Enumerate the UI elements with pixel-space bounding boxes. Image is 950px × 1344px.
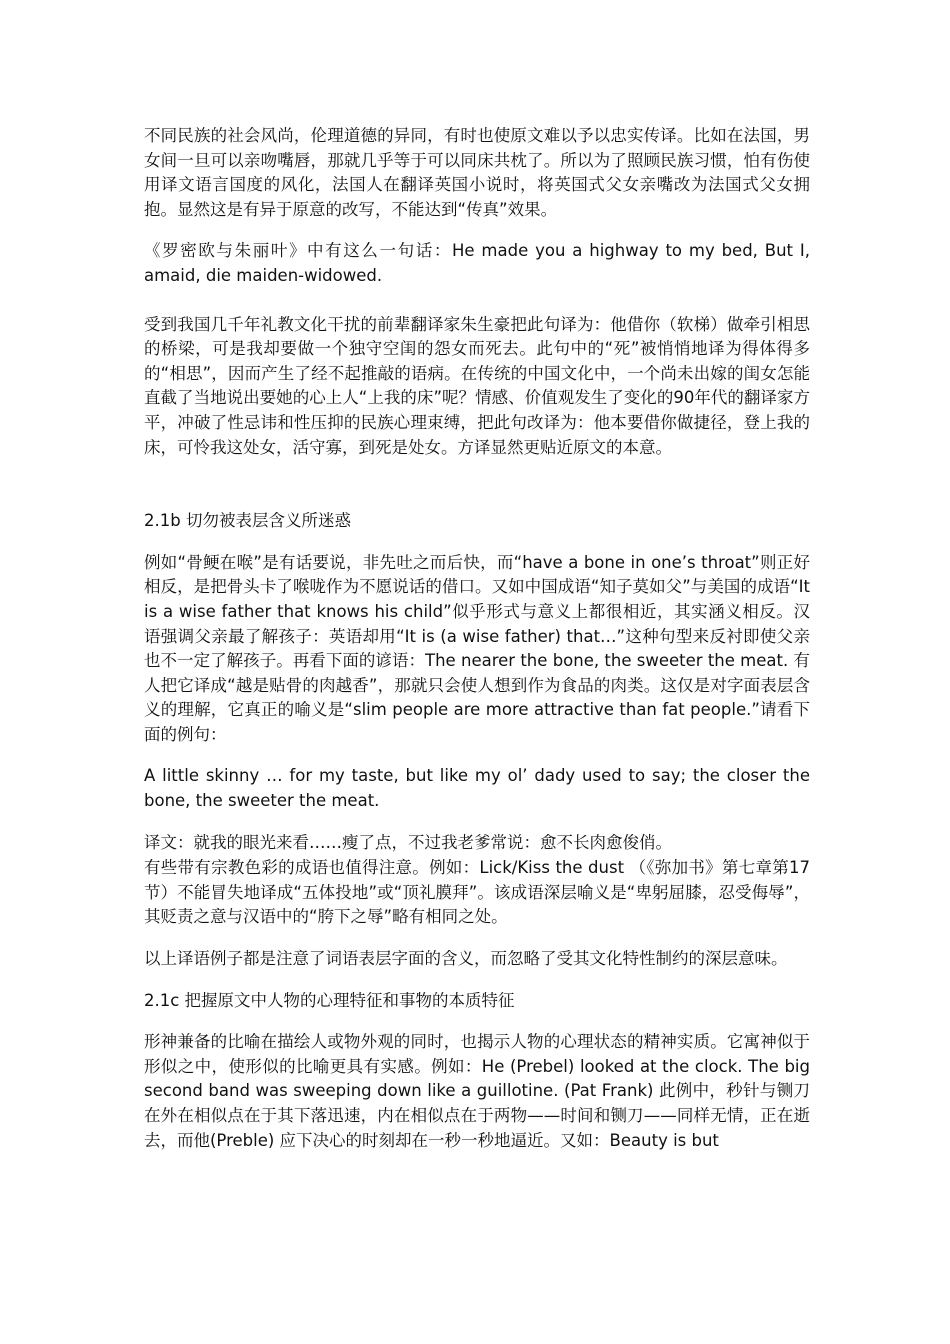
paragraph-zhu-shenghao-translation: 受到我国几千年礼教文化干扰的前辈翻译家朱生豪把此句译为：他借你（软梯）做牵引相思的桥梁，可是我却要做一个独守空闺的怨女而死去。此句中的“死”被悄悄地译为得体得多的“相思”，因而产生了经不起推敲的语病。在传统的中国文化中，一个尚未出嫁的闺女怎能直截了当地说出要她的心上人“上我的床”呢？情感、价值观发生了变化的90年代的翻译家方平，冲破了性忌讳和性压抑的民族心理束缚，把此句改译为：他本要借你做捷径，登上我的床，可怜我这处女，活守寡，到死是处女。方译显然更贴近原文的本意。 <box>144 314 810 457</box>
paragraph-skinny-example: A little skinny … for my taste, but like my ol’ dady used to say; the closer the bone, the sweeter the meat. <box>144 766 810 811</box>
paragraph-summary: 以上译语例子都是注意了词语表层字面的含义，而忽略了受其文化特性制约的深层意味。 <box>144 949 788 969</box>
paragraph-bone-in-throat: 例如“骨鲠在喉”是有话要说，非先吐之而后快，而“have a bone in one’s throat”则正好相反，是把骨头卡了喉咙作为不愿说话的借口。又如中国成语“知子莫如父”与美国的成语“It is a wise father that knows his child”似乎形式与意义上都很相近，其实涵义相反。汉语强调父亲最了解孩子：英语却用“It is (a wise father) that…”这种句型来反衬即使父亲也不一定了解孩子。再看下面的谚语：The nearer the bone, the sweeter the meat. 有人把它译成“越是贴骨的肉越香”，那就只会使人想到作为食品的肉类。这仅是对字面表层含义的理解，它真正的喻义是“slim people are more attractive than fat people.”请看下面的例句： <box>144 552 810 744</box>
paragraph-romeo-quote: 《罗密欧与朱丽叶》中有这么一句话：He made you a highway to my bed, But I, amaid, die maiden-widowed. <box>144 241 810 285</box>
section-heading-2-1b: 2.1b 切勿被表层含义所迷惑 <box>144 511 351 531</box>
paragraph-metaphor: 形神兼备的比喻在描绘人或物外观的同时，也揭示人物的心理状态的精神实质。它寓神似于形似之中，使形似的比喻更具有实感。例如：He (Prebel) looked at the clock. The big second band was sweeping down like a guillotine. (Pat Frank) 此例中，秒针与铡刀在外在相似点在于其下落迅速，内在相似点在于两物——时间和铡刀——同样无情，正在逝去，而他(Preble) 应下决心的时刻却在一秒一秒地逼近。又如：Beauty is but <box>144 1032 810 1150</box>
document-page <box>144 124 810 1153</box>
paragraph-translation-example: 译文：就我的眼光来看……瘦了点，不过我老爹常说：愈不长肉愈俊俏。 <box>144 832 672 852</box>
section-heading-2-1c: 2.1c 把握原文中人物的心理特征和事物的本质特征 <box>144 990 515 1010</box>
paragraph-social-customs: 不同民族的社会风尚，伦理道德的异同，有时也使原文难以予以忠实传译。比如在法国，男女间一旦可以亲吻嘴唇，那就几乎等于可以同床共枕了。所以为了照顾民族习惯，怕有伤使用译文语言国度的风化，法国人在翻译英国小说时，将英国式父女亲嘴改为法国式父女拥抱。显然这是有异于原意的改写，不能达到“传真”效果。 <box>144 126 810 219</box>
paragraph-religious-idioms: 有些带有宗教色彩的成语也值得注意。例如：Lick/Kiss the dust （《弥加书》第七章第17节）不能冒失地译成“五体投地”或“顶礼膜拜”。该成语深层喻义是“卑躬屈膝，忍受侮辱”，其贬责之意与汉语中的“胯下之辱”略有相同之处。 <box>144 858 810 927</box>
